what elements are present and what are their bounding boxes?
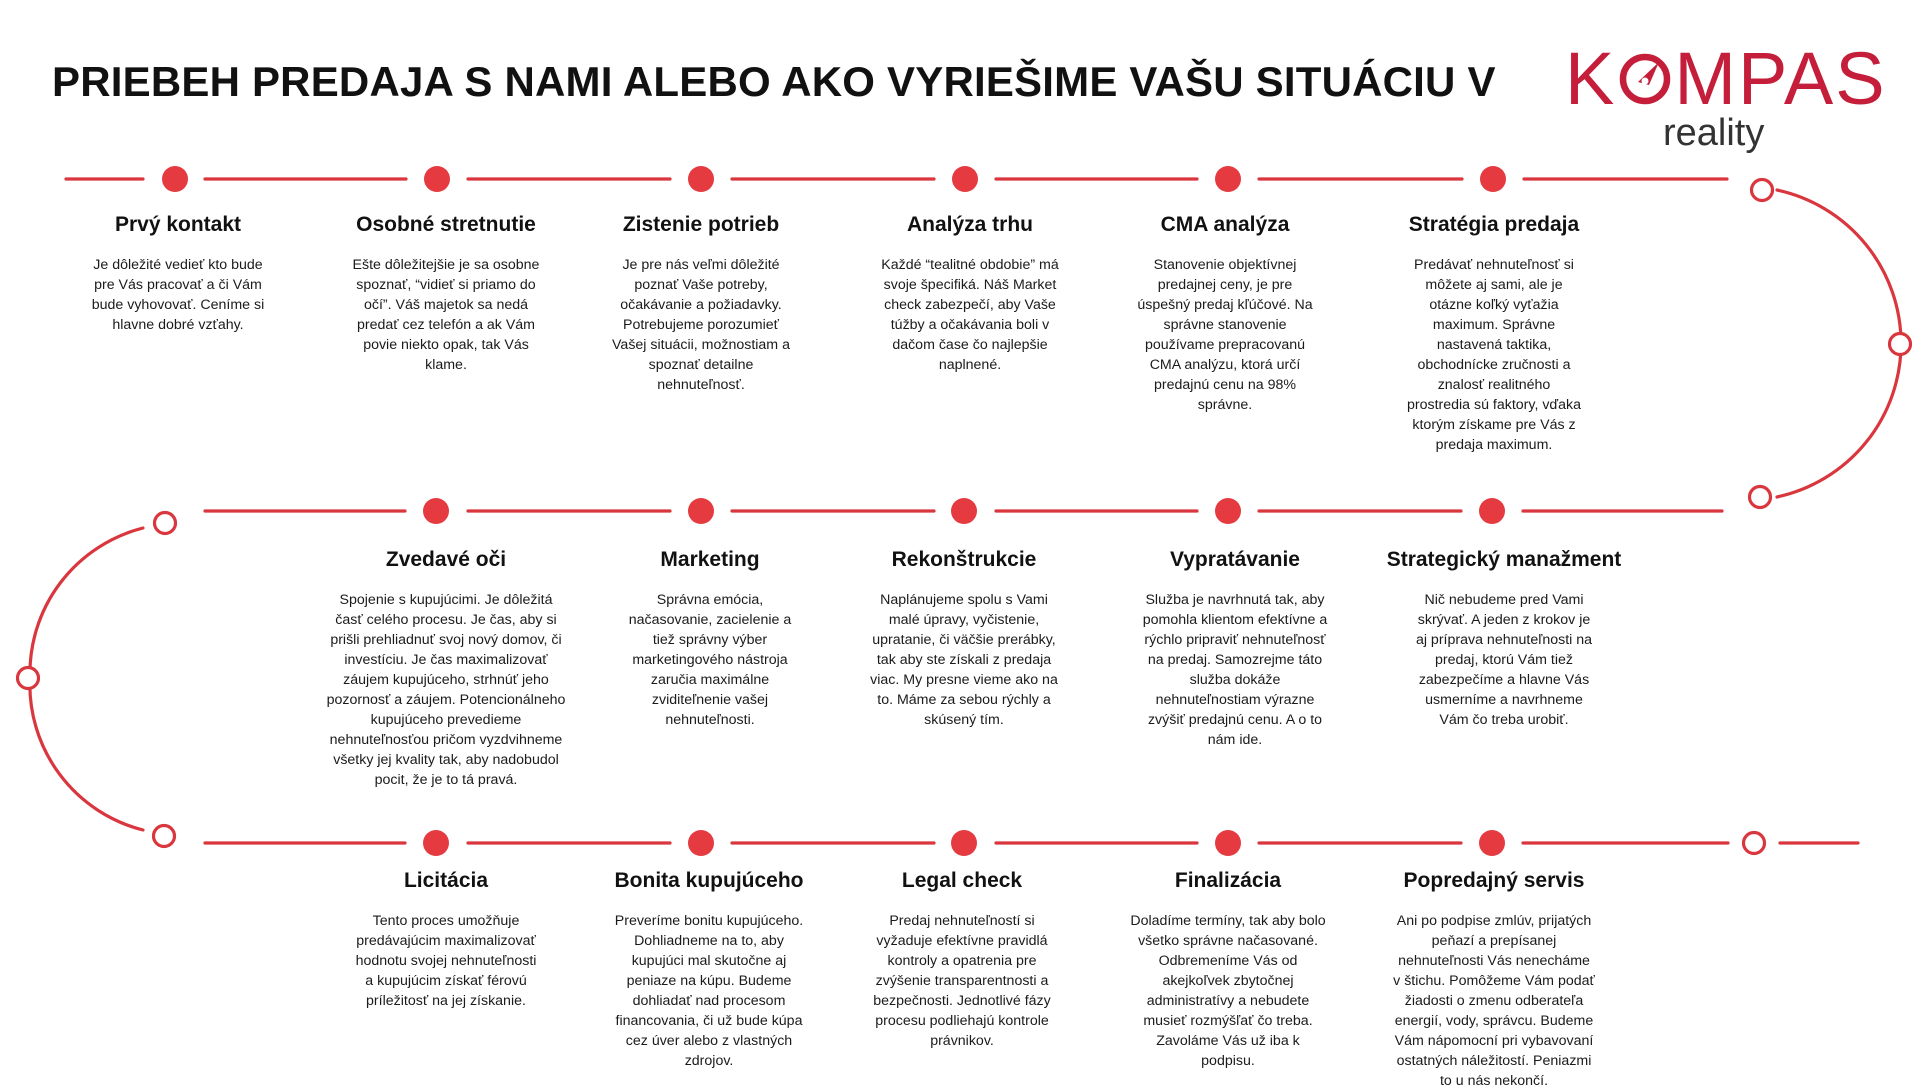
step-dot	[423, 830, 449, 856]
step-description: Stanovenie objektívnej predajnej ceny, je pre úspešný predaj kľúčové. Na správne stanovenie používame prepracovanú CMA analýzu, ktorá určí predajnú cenu na 98% správne.	[1137, 257, 1313, 413]
step-title: Finalizácia	[1174, 869, 1282, 892]
step-rekonstrukcie	[866, 548, 1062, 730]
step-analyza-trhu	[872, 213, 1068, 375]
step-strategia-predaja	[1396, 213, 1592, 455]
step-description: Spojenie s kupujúcimi. Je dôležitá časť celého procesu. Je čas, aby si prišli prehliadnuť svoj nový domov, či investíciu. Je čas maximalizovať záujem kupujúceho, strhnúť jeho pozornosť a záujem. Potencionálneho kupujúceho prevedieme nehnuteľnosťou pričom vyzdvihneme všetky jej kvality tak, aby nadobudol pocit, že je to tá pravá.	[326, 592, 566, 788]
step-finalizacia	[1130, 869, 1326, 1071]
step-title: Prvý kontakt	[114, 213, 242, 236]
step-title: Popredajný servis	[1403, 869, 1585, 892]
connector-ring	[1752, 180, 1773, 201]
step-marketing	[612, 548, 808, 730]
step-description: Predávať nehnuteľnosť si môžete aj sami, ale je otázne koľký vyťažia maximum. Správne nastavená taktika, obchodnícke zručnosti a znalosť realitného prostredia sú faktory, vďaka ktorým získame pre Vás z predaja maximum.	[1406, 257, 1582, 453]
connector-ring	[18, 668, 39, 689]
step-title: Analýza trhu	[906, 213, 1034, 236]
step-description: Doladíme termíny, tak aby bolo všetko správne načasované. Odbremeníme Vás od akejkoľvek zbytočnej administratívy a nebudete musieť rozmýšľať čo treba. Zavoláme Vás už iba k podpisu.	[1130, 913, 1326, 1069]
step-description: Je dôležité vedieť kto bude pre Vás pracovať a či Vám bude vyhovovať. Ceníme si hlavne dobré vzťahy.	[91, 257, 265, 333]
step-dot	[1479, 830, 1505, 856]
logo-brand-left: K	[1565, 37, 1617, 120]
step-title: Stratégia predaja	[1408, 213, 1580, 236]
step-description: Každé “tealitné obdobie” má svoje špecifiká. Náš Market check zabezpečí, aby Vaše túžby a očakávania boli v dačom čase čo najlepšie naplnené.	[881, 257, 1059, 373]
connector-ring	[1750, 487, 1771, 508]
step-dot	[1215, 166, 1241, 192]
step-title: Osobné stretnutie	[356, 213, 536, 236]
step-title: Zistenie potrieb	[622, 213, 780, 236]
step-title: Vypratávanie	[1170, 548, 1300, 571]
step-dot	[1215, 830, 1241, 856]
logo-brand-right: MPAS	[1674, 37, 1887, 120]
step-dot	[423, 498, 449, 524]
track-curve-left	[30, 678, 143, 830]
step-prvy-kontakt	[88, 213, 268, 335]
step-description: Správna emócia, načasovanie, zacielenie a tiež správny výber marketingového nástroja zaručia maximálne zviditeľnenie vašej nehnuteľnosti.	[628, 592, 792, 728]
step-cma-analyza	[1132, 213, 1318, 415]
step-title: Licitácia	[403, 869, 489, 892]
step-title: CMA analýza	[1160, 213, 1290, 236]
step-osobne-stretnutie	[342, 213, 550, 375]
step-dot	[951, 498, 977, 524]
page-title: PRIEBEH PREDAJA S NAMI ALEBO AKO VYRIEŠIME VAŠU SITUÁCIU V	[52, 58, 1496, 105]
logo-subtitle: reality	[1663, 112, 1765, 154]
step-dot	[1479, 498, 1505, 524]
connector-ring	[154, 826, 175, 847]
step-zvedave-oci	[322, 548, 570, 790]
connector-ring	[155, 513, 176, 534]
step-dot	[688, 166, 714, 192]
step-title: Rekonštrukcie	[891, 548, 1037, 571]
connector-ring	[1890, 334, 1911, 355]
step-description: Ani po podpise zmlúv, prijatých peňazí a prepísanej nehnuteľnosti Vás nenecháme v štichu. Pomôžeme Vám podať žiadosti o zmenu odberateľa energií, vody, správcu. Budeme Vám nápomocní pri vybavovaní ostatných náležitostí. Peniazmi to u nás nekončí.	[1393, 913, 1595, 1089]
step-title: Legal check	[901, 869, 1023, 892]
step-licitacia	[347, 869, 545, 1011]
step-title: Bonita kupujúceho	[614, 869, 804, 892]
step-dot	[951, 830, 977, 856]
step-description: Predaj nehnuteľností si vyžaduje efektívne pravidlá kontroly a opatrenia pre zvýšenie transparentnosti a bezpečnosti. Jednotlivé fázy procesu podliehajú kontrole právnikov.	[873, 913, 1051, 1049]
step-bonita-kupujuceho	[599, 869, 819, 1071]
step-description: Naplánujeme spolu s Vami malé úpravy, vyčistenie, upratanie, či väčšie prerábky, tak aby ste získali z predaja viac. My presne vieme ako na to. Máme za sebou rýchly a skúsený tím.	[870, 592, 1058, 728]
step-description: Služba je navrhnutá tak, aby pomohla klientom efektívne a rýchlo pripraviť nehnuteľnosť na predaj. Samozrejme táto služba dokáže nehnuteľnostiam výrazne zvýšiť predajnú cenu. A o to nám ide.	[1142, 592, 1328, 748]
step-description: Ešte dôležitejšie je sa osobne spoznať, “vidieť si priamo do očí”. Váš majetok sa nedá predať cez telefón a ak Vám povie niekto opak, tak Vás klame.	[352, 257, 540, 373]
track-curve-left	[30, 528, 143, 678]
step-description: Preveríme bonitu kupujúceho. Dohliadneme na to, aby kupujúci mal skutočne aj peniaze na kúpu. Budeme dohliadať nad procesom financovania, či už bude kúpa cez úver alebo z vlastných zdrojov.	[614, 913, 804, 1069]
track-curve-right	[1777, 190, 1901, 497]
step-dot	[162, 166, 188, 192]
step-dot	[1215, 498, 1241, 524]
step-vypratavanie	[1136, 548, 1334, 750]
step-strategicky-manazment	[1374, 548, 1634, 730]
step-dot	[952, 166, 978, 192]
step-title: Zvedavé oči	[385, 548, 507, 571]
step-dot	[1480, 166, 1506, 192]
step-dot	[424, 166, 450, 192]
step-popredajny-servis	[1384, 869, 1604, 1091]
step-dot	[688, 498, 714, 524]
step-description: Tento proces umožňuje predávajúcim maximalizovať hodnotu svojej nehnuteľnosti a kupujúcim získať férovú príležitosť na jej získanie.	[355, 913, 537, 1009]
connector-ring	[1744, 833, 1765, 854]
step-title: Strategický manažment	[1386, 548, 1622, 571]
step-description: Nič nebudeme pred Vami skrývať. A jeden z krokov je aj príprava nehnuteľnosti na predaj, ktorú Vám tiež zabezpečíme a hlavne Vás usmerníme a navrhneme Vám čo treba urobiť.	[1415, 592, 1593, 728]
step-legal-check	[862, 869, 1062, 1051]
step-title: Marketing	[660, 548, 760, 571]
step-dot	[688, 830, 714, 856]
step-zistenie-potrieb	[606, 213, 796, 395]
step-description: Je pre nás veľmi dôležité poznať Vaše potreby, očakávanie a požiadavky. Potrebujeme porozumieť Vašej situácii, možnostiam a spoznať detailne nehnuteľnosť.	[612, 257, 790, 393]
